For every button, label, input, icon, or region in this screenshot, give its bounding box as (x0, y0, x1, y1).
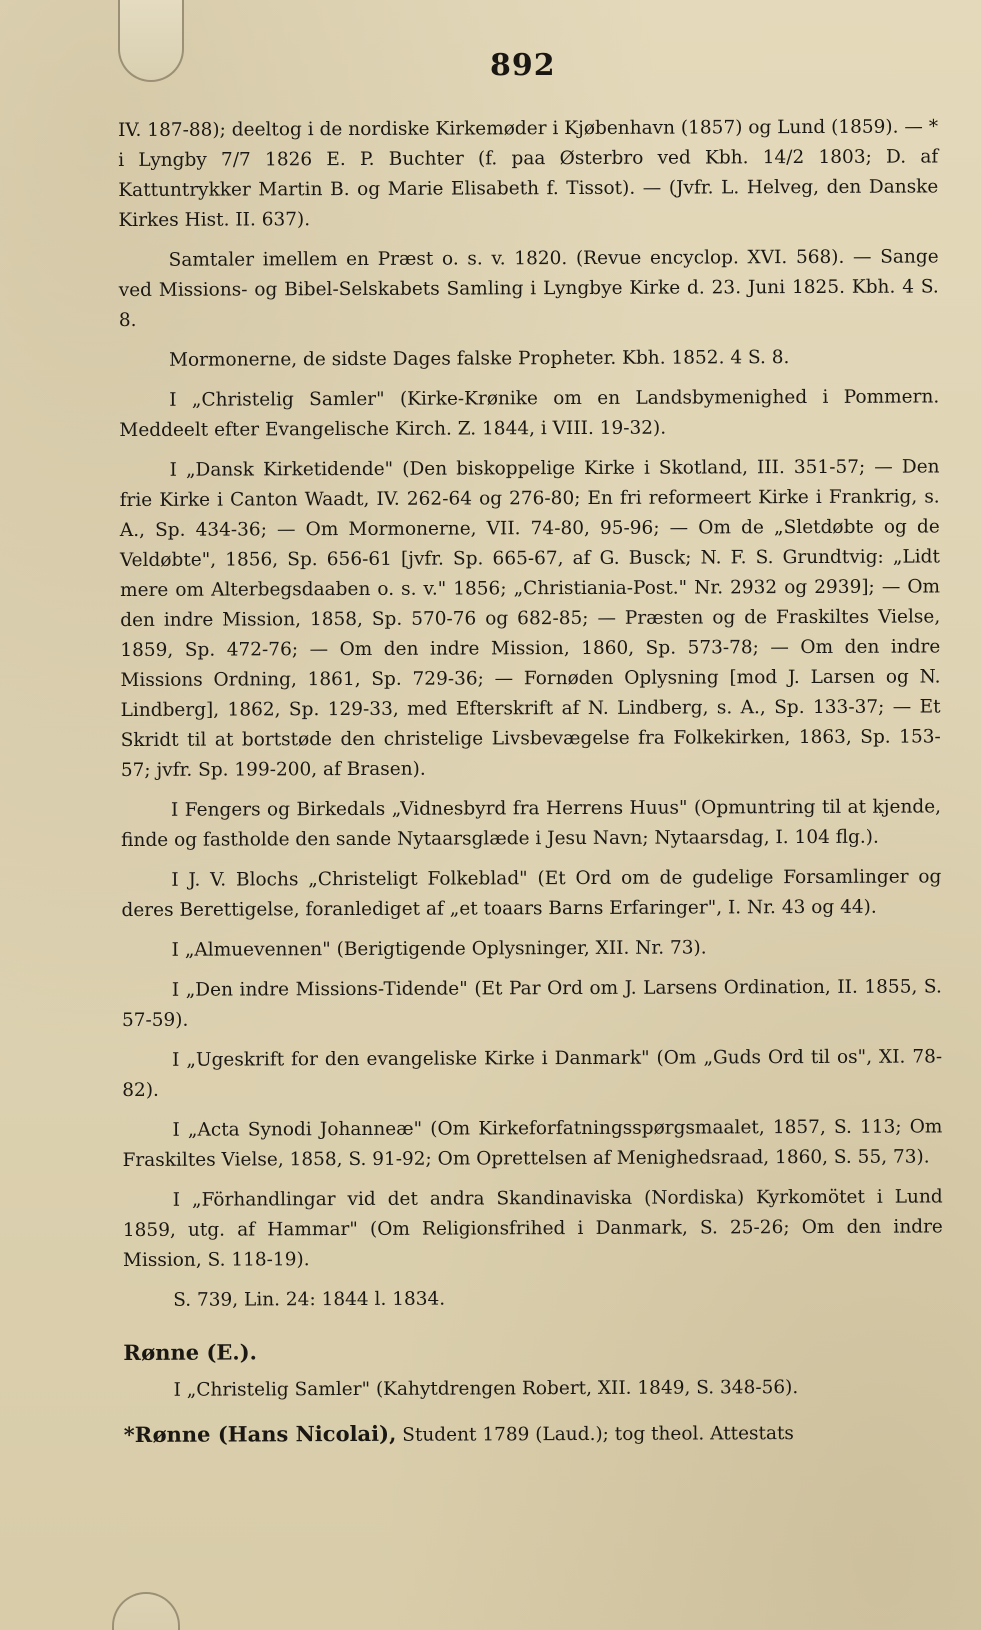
paragraph-folkeblad: I J. V. Blochs „Christeligt Folkeblad" (Et Ord om de gudelige Forsamlinger og deres Berettigelse, foranlediget af „et toaars Barns Erfaringer", I. Nr. 43 og 44). (121, 866, 942, 921)
paragraph-acta-synodi: I „Acta Synodi Johanneæ" (Om Kirkeforfatningsspørgsmaalet, 1857, S. 113; Om Fraskiltes Vielse, 1858, S. 91-92; Om Oprettelsen af Menighedsraad, 1860, S. 55, 73). (122, 1116, 943, 1171)
paragraph-samtaler: Samtaler imellem en Præst o. s. v. 1820. (Revue encyclop. XVI. 568). — Sange ved Missions- og Bibel-Selskabets Samling i Lyngbye Kirke d. 23. Juni 1825. Kbh. 4 S. 8. (118, 246, 939, 331)
paragraph-forhandlingar: I „Förhandlingar vid det andra Skandinaviska (Nordiska) Kyrkomötet i Lund 1859, utg. af Hammar" (Om Religionsfrihed i Danmark, S. 25-26; Om den indre Mission, S. 118-19). (122, 1186, 943, 1271)
entry-text-ronne-e: I „Christelig Samler" (Kahytdrengen Robert, XII. 1849, S. 348-56). (173, 1377, 799, 1401)
paragraph-mormonerne: Mormonerne, de sidste Dages falske Propheter. Kbh. 1852. 4 S. 8. (169, 347, 790, 371)
page-number: 892 (490, 48, 556, 83)
page-tab-top (118, 0, 184, 82)
entry-text-ronne-hans: Student 1789 (Laud.); tog theol. Attestats (396, 1423, 794, 1446)
page-tab-bottom (112, 1592, 180, 1630)
paragraph-almuevennen: I „Almuevennen" (Berigtigende Oplysninger, XII. Nr. 73). (171, 937, 707, 961)
paragraph-correction: S. 739, Lin. 24: 1844 l. 1834. (173, 1288, 446, 1311)
paragraph-christelig-samler: I „Christelig Samler" (Kirke-Krønike om en Landsbymenighed i Pommern. Meddeelt efter Evangelische Kirch. Z. 1844, i VIII. 19-32). (119, 386, 940, 441)
paragraph-missions-tidende: I „Den indre Missions-Tidende" (Et Par Ord om J. Larsens Ordination, II. 1855, S. 57-59). (121, 976, 942, 1031)
entry-heading-ronne-hans: *Rønne (Hans Nicolai), (123, 1420, 397, 1447)
paragraph-vidnesbyrd: I Fengers og Birkedals „Vidnesbyrd fra Herrens Huus" (Opmuntring til at kjende, finde og fastholde den sande Nytaarsglæde i Jesu Navn; Nytaarsdag, I. 104 flg.). (121, 796, 942, 851)
paragraph-dansk-kirketidende: I „Dansk Kirketidende" (Den biskoppelige Kirke i Skotland, III. 351-57; — Den frie Kirke i Canton Waadt, IV. 262-64 og 276-80; En fri reformeert Kirke i Frankrig, s. A., Sp. 434-36; — Om Mormonerne, VII. 74-80, 95-96; — Om de „Sletdøbte og de Veldøbte", 1856, Sp. 656-61 [jvfr. Sp. 665-67, af G. Busck; N. F. S. Grundtvig: „Lidt mere om Alterbegsdaaben o. s. v." 1856; „Christiania-Post." Nr. 2932 og 2939]; — Om den indre Mission, 1858, Sp. 570-76 og 682-85; — Præsten og de Fraskiltes Vielse, 1859, Sp. 472-76; — Om den indre Mission, 1860, Sp. 573-78; — Om den indre Missions Ordning, 1861, Sp. 729-36; — Fornøden Oplysning [mod J. Larsen og N. Lindberg], 1862, Sp. 129-33, med Efterskrift af N. Lindberg, s. A., Sp. 133-37; — Et Skridt til at bortstøde den christelige Livsbevægelse fra Folkekirken, 1863, Sp. 153-57; jvfr. Sp. 199-200, af Brasen). (119, 456, 941, 781)
paragraph-ugeskrift: I „Ugeskrift for den evangeliske Kirke i Danmark" (Om „Guds Ord til os", XI. 78-82). (122, 1046, 943, 1101)
entry-heading-ronne-e: Rønne (E.). (123, 1339, 258, 1365)
entry-ronne-hans (124, 1416, 944, 1452)
page-text (118, 112, 944, 1462)
paragraph-intro: IV. 187-88); deeltog i de nordiske Kirkemøder i Kjøbenhavn (1857) og Lund (1859). — * i Lyngby 7/7 1826 E. P. Buchter (f. paa Østerbro ved Kbh. 14/2 1803; D. af Kattuntrykker Martin B. og Marie Elisabeth f. Tissot). — (Jvfr. L. Helveg, den Danske Kirkes Hist. II. 637). (118, 116, 939, 231)
